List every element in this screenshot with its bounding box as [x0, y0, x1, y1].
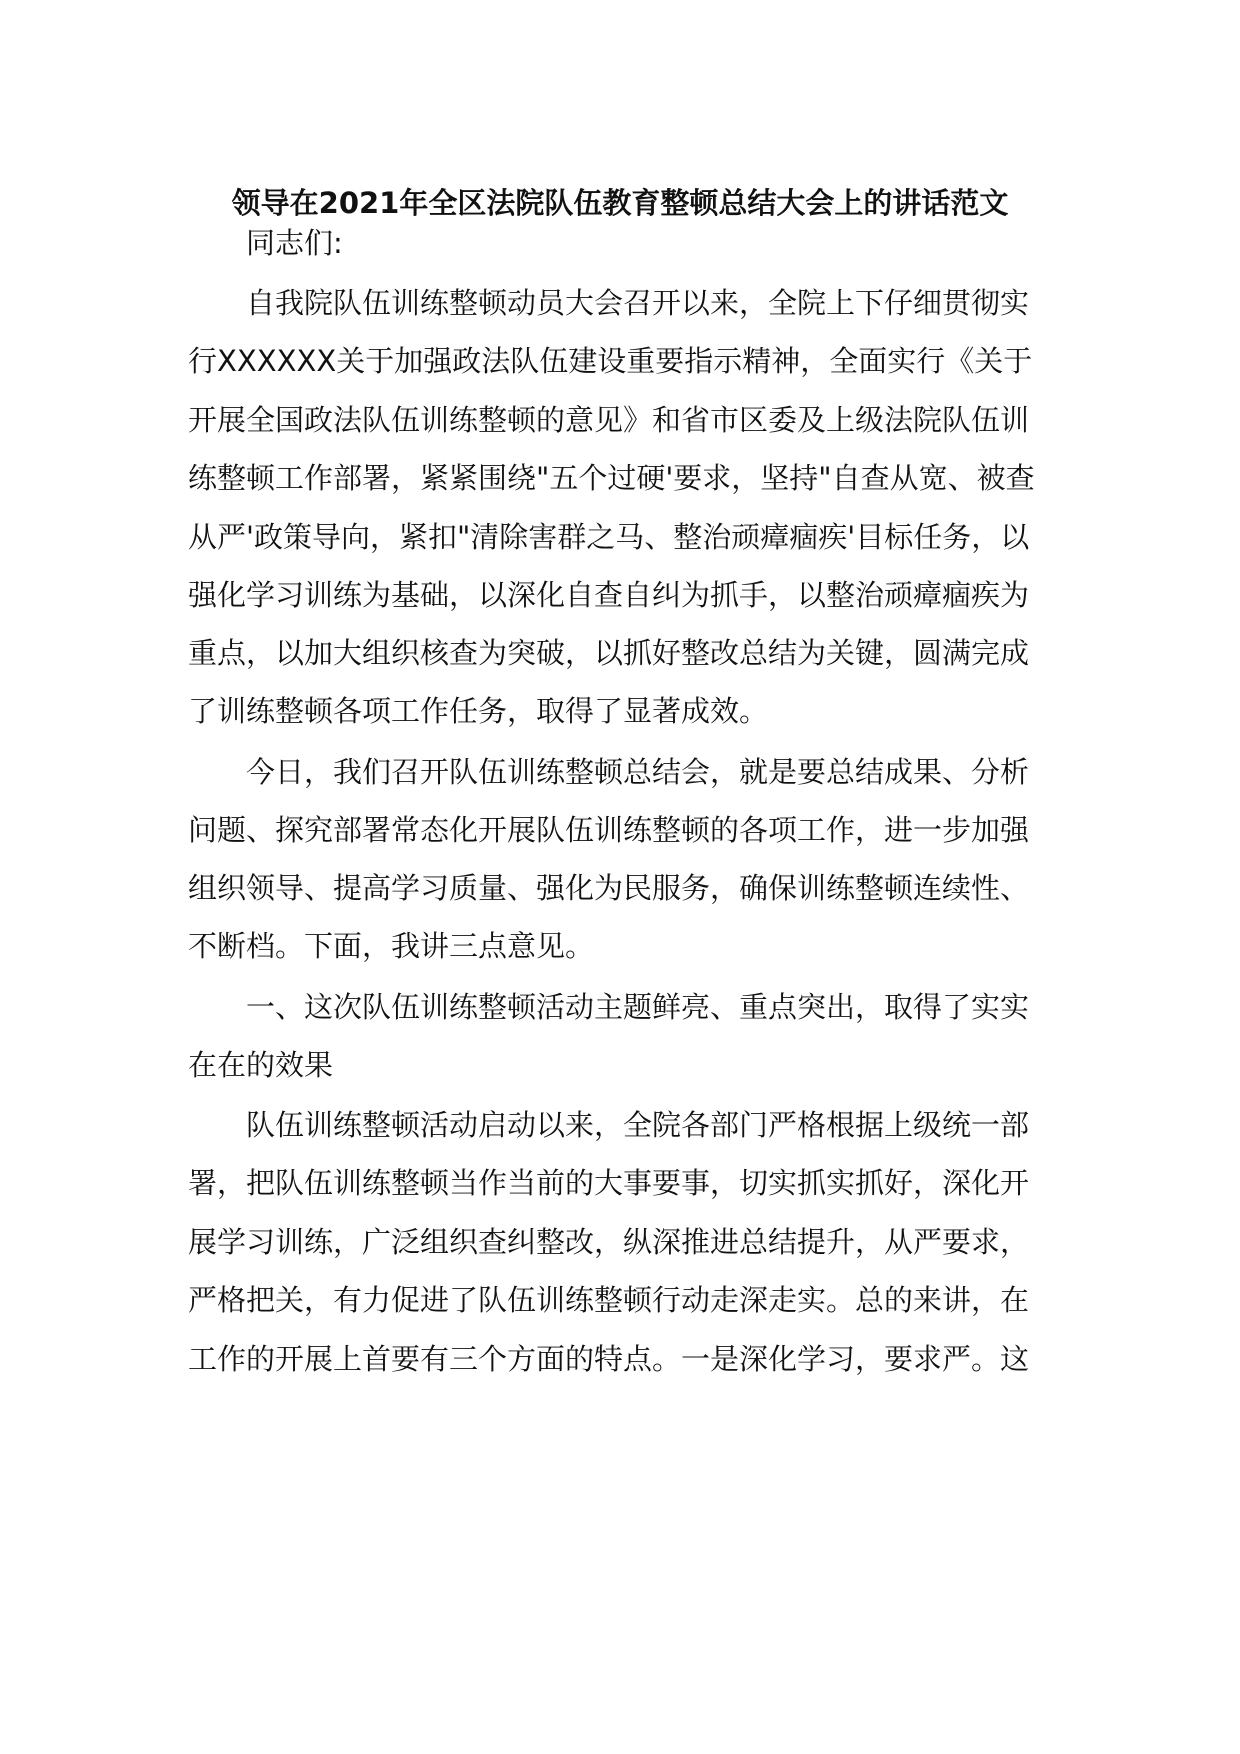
text-line: 强化学习训练为基础，以深化自查自纠为抓手，以整治顽瘴痼疾为: [188, 578, 1030, 612]
text-line: 重点，以加大组织核查为突破，以抓好整改总结为关键，圆满完成: [188, 636, 1030, 670]
text-line: 自我院队伍训练整顿动员大会召开以来，全院上下仔细贯彻实: [246, 286, 1030, 320]
text-line: 署，把队伍训练整顿当作当前的大事要事，切实抓实抓好，深化开: [188, 1166, 1030, 1200]
text-line: 组织领导、提高学习质量、强化为民服务，确保训练整顿连续性、: [188, 871, 1030, 905]
text-line: 从严'政策导向，紧扣"清除害群之马、整治顽瘴痼疾'目标任务，以: [188, 520, 1030, 554]
text-line: 问题、探究部署常态化开展队伍训练整顿的各项工作，进一步加强: [188, 813, 1030, 847]
text-line: 行XXXXXX关于加强政法队伍建设重要指示精神，全面实行《关于: [188, 344, 1033, 378]
text-line: 在在的效果: [188, 1048, 334, 1082]
text-line: 开展全国政法队伍训练整顿的意见》和省市区委及上级法院队伍训: [188, 403, 1030, 437]
text-line: 今日，我们召开队伍训练整顿总结会，就是要总结成果、分析: [246, 755, 1030, 789]
text-line: 不断档。下面，我讲三点意见。: [188, 929, 595, 963]
document-title: 领导在2021年全区法院队伍教育整顿总结大会上的讲话范文: [231, 186, 1009, 220]
text-line: 展学习训练，广泛组织查纠整改，纵深推进总结提升，从严要求，: [188, 1225, 1030, 1259]
text-line: 严格把关，有力促进了队伍训练整顿行动走深走实。总的来讲，在: [188, 1283, 1030, 1317]
text-line: 一、这次队伍训练整顿活动主题鲜亮、重点突出，取得了实实: [246, 990, 1030, 1024]
text-line: 同志们:: [246, 226, 343, 260]
text-line: 工作的开展上首要有三个方面的特点。一是深化学习，要求严。这: [188, 1342, 1030, 1376]
text-line: 练整顿工作部署，紧紧围绕"五个过硬'要求，坚持"自查从宽、被查: [188, 461, 1035, 495]
text-line: 队伍训练整顿活动启动以来，全院各部门严格根据上级统一部: [246, 1108, 1030, 1142]
text-line: 了训练整顿各项工作任务，取得了显著成效。: [188, 694, 769, 728]
